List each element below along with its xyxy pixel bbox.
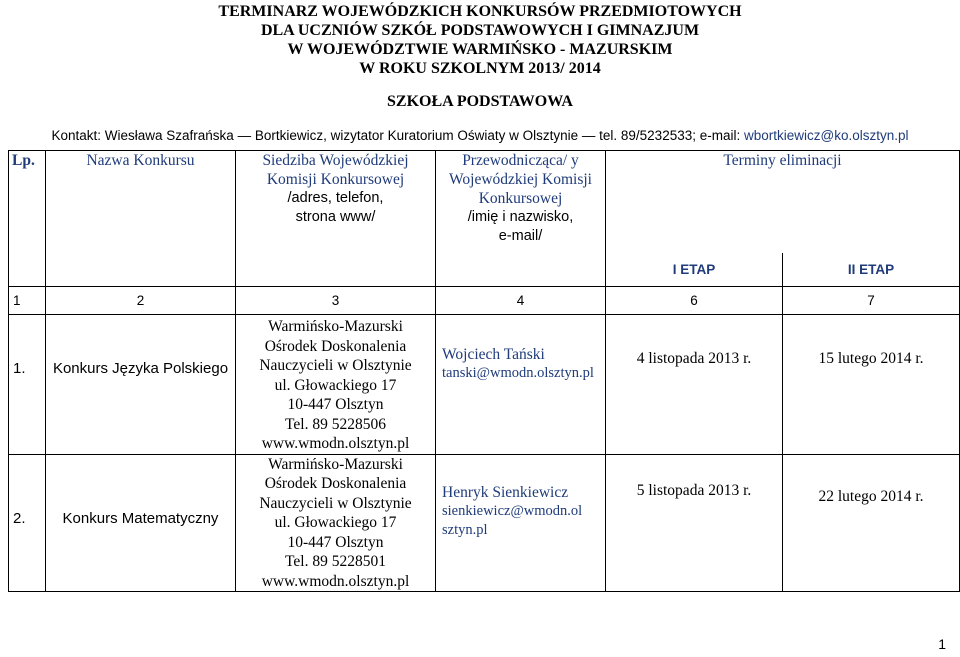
row-stage1-date: 5 listopada 2013 r.: [606, 454, 783, 592]
document-title: [0, 2, 960, 78]
title-line: W WOJEWÓDZTWIE WARMIŃSKO - MAZURSKIM: [287, 41, 673, 58]
header-chair: [436, 151, 606, 287]
row-seat: [236, 454, 436, 592]
seat-line: www.wmodn.olsztyn.pl: [261, 572, 410, 590]
title-line: TERMINARZ WOJEWÓDZKICH KONKURSÓW PRZEDMIOTOWYCH: [218, 3, 742, 20]
header-chair-line: Konkursowej: [478, 190, 563, 207]
page-number: 1: [938, 636, 946, 652]
column-number: 3: [236, 287, 436, 315]
header-lp: Lp.: [9, 151, 46, 287]
seat-line: Ośrodek Doskonalenia: [264, 475, 407, 492]
header-chair-line: e-mail/: [498, 228, 543, 244]
seat-line: ul. Głowackiego 17: [274, 376, 397, 394]
row-lp: 1.: [9, 315, 46, 455]
title-line: DLA UCZNIÓW SZKÓŁ PODSTAWOWYCH I GIMNAZJUM: [260, 22, 700, 39]
row-seat: [236, 315, 436, 455]
seat-line: Nauczycieli w Olsztynie: [259, 494, 412, 512]
header-seat-line: strona www/: [295, 209, 376, 225]
row-stage2-date: 22 lutego 2014 r.: [783, 454, 960, 592]
seat-line: 10-447 Olsztyn: [287, 533, 384, 551]
seat-line: www.wmodn.olsztyn.pl: [261, 435, 410, 452]
table-row: [9, 454, 960, 592]
seat-line: Tel. 89 5228501: [285, 553, 386, 570]
header-chair-line: Przewodnicząca/ y: [462, 152, 579, 169]
header-seat-line: /adres, telefon,: [287, 190, 384, 206]
contact-line: [0, 128, 960, 143]
seat-line: Ośrodek Doskonalenia: [264, 337, 407, 355]
chair-email-link[interactable]: sienkiewicz@wmodn.ol sztyn.pl: [442, 503, 583, 538]
row-stage1-date: 4 listopada 2013 r.: [606, 315, 783, 455]
chair-name: Wojciech Tański: [442, 346, 545, 363]
column-number: 6: [606, 287, 783, 315]
seat-line: Warmińsko-Mazurski: [268, 455, 403, 473]
row-stage2-date: 15 lutego 2014 r.: [783, 315, 960, 455]
chair-name: Henryk Sienkiewicz: [442, 483, 569, 501]
column-number: 7: [783, 287, 960, 315]
header-chair-line: /imię i nazwisko,: [467, 209, 574, 225]
column-number: 1: [9, 287, 46, 315]
seat-line: Nauczycieli w Olsztynie: [259, 357, 412, 374]
header-name: Nazwa Konkursu: [46, 151, 236, 287]
row-lp: 2.: [9, 454, 46, 592]
header-stage1: I ETAP: [606, 253, 783, 287]
row-name: Konkurs Języka Polskiego: [46, 315, 236, 455]
header-chair-line: Wojewódzkiej Komisji: [449, 171, 592, 188]
contact-text: Kontakt: Wiesława Szafrańska — Bortkiewicz, wizytator Kuratorium Oświaty w Olsztynie — tel. 89/5232533; e-mail:: [51, 128, 744, 143]
row-chair: [436, 454, 606, 592]
seat-line: 10-447 Olsztyn: [287, 396, 384, 413]
header-terms: Terminy eliminacji: [606, 151, 960, 253]
row-name: Konkurs Matematyczny: [46, 454, 236, 592]
seat-line: Warmińsko-Mazurski: [268, 318, 403, 335]
seat-line: Tel. 89 5228506: [285, 415, 386, 433]
competitions-table: [8, 150, 960, 592]
header-seat-line: Komisji Konkursowej: [266, 171, 405, 188]
seat-line: ul. Głowackiego 17: [274, 514, 397, 531]
column-number: 4: [436, 287, 606, 315]
school-level-heading: SZKOŁA PODSTAWOWA: [387, 93, 573, 110]
row-chair: [436, 315, 606, 455]
chair-email-link[interactable]: tanski@wmodn.olsztyn.pl: [442, 364, 594, 381]
header-stage2: II ETAP: [783, 253, 960, 287]
contact-email-link[interactable]: wbortkiewicz@ko.olsztyn.pl: [744, 128, 909, 143]
header-seat: [236, 151, 436, 287]
table-row: [9, 315, 960, 455]
title-line: W ROKU SZKOLNYM 2013/ 2014: [359, 60, 601, 77]
column-number: 2: [46, 287, 236, 315]
header-seat-line: Siedziba Wojewódzkiej: [262, 152, 409, 169]
